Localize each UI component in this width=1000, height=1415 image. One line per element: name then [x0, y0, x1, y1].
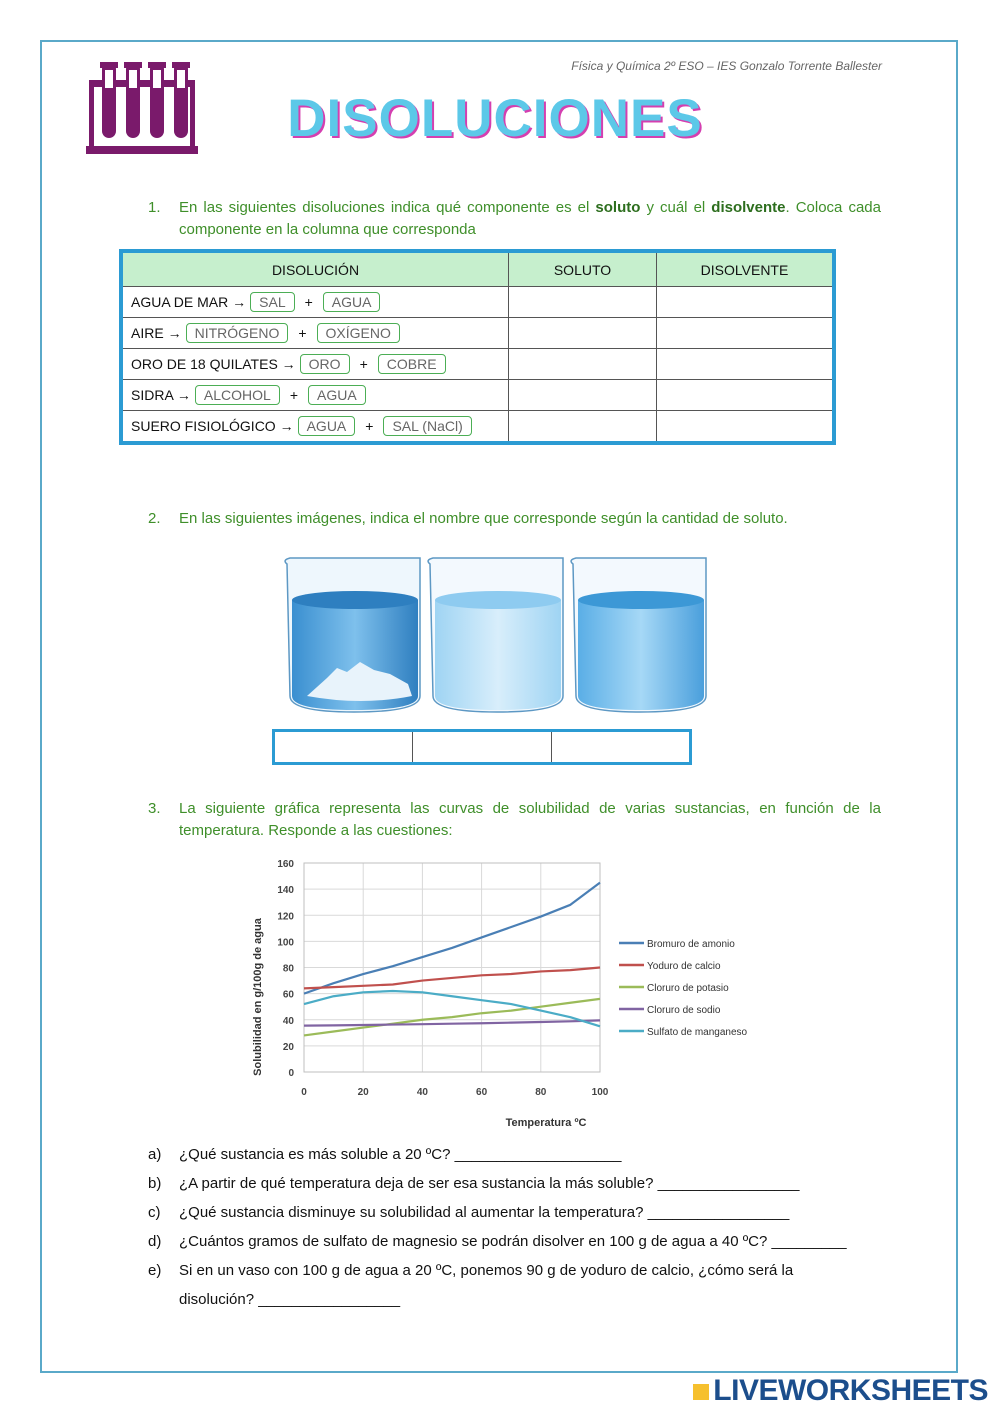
soluto-answer-cell[interactable]	[509, 318, 657, 349]
table-row	[121, 287, 834, 318]
answer-box[interactable]	[552, 732, 689, 762]
y-tick-label: 0	[288, 1068, 294, 1079]
column-header: DISOLVENTE	[657, 251, 835, 287]
draggable-chip[interactable]: ALCOHOL	[195, 385, 280, 405]
table-row	[121, 349, 834, 380]
beaker-medium-icon	[571, 558, 706, 712]
x-tick-label: 80	[535, 1087, 547, 1098]
legend-label: Cloruro de sodio	[647, 1005, 721, 1016]
beaker-with-solid-icon	[285, 558, 420, 712]
beaker-light-icon	[428, 558, 563, 712]
question-3	[148, 798, 883, 842]
disolvente-answer-cell[interactable]	[657, 411, 835, 444]
beaker-answer-boxes	[272, 729, 692, 765]
y-tick-label: 160	[277, 859, 294, 870]
y-tick-label: 120	[277, 911, 294, 923]
soluto-answer-cell[interactable]	[509, 287, 657, 318]
solution-cell: AIRE → NITRÓGENO + OXÍGENO	[121, 318, 509, 349]
column-header: DISOLUCIÓN	[121, 251, 509, 287]
y-tick-label: 40	[282, 1015, 294, 1027]
disolvente-answer-cell[interactable]	[657, 380, 835, 411]
soluto-answer-cell[interactable]	[509, 411, 657, 444]
beakers-illustration	[282, 556, 714, 716]
question-2	[148, 508, 883, 530]
draggable-chip[interactable]: AGUA	[298, 416, 356, 436]
disolvente-answer-cell[interactable]	[657, 318, 835, 349]
legend-label: Bromuro de amonio	[647, 939, 735, 950]
soluto-answer-cell[interactable]	[509, 349, 657, 380]
x-tick-label: 20	[357, 1087, 369, 1098]
question-number: 2.	[148, 510, 161, 527]
x-axis-label: Temperatura ºC	[505, 1117, 587, 1129]
draggable-chip[interactable]: NITRÓGENO	[186, 323, 289, 343]
table-row	[121, 411, 834, 444]
soluto-answer-cell[interactable]	[509, 380, 657, 411]
answer-box[interactable]	[275, 732, 413, 762]
solutions-table	[119, 249, 836, 445]
solution-cell: SIDRA → ALCOHOL + AGUA	[121, 380, 509, 411]
question-1	[148, 197, 883, 241]
question-number: 3.	[148, 800, 161, 817]
y-axis-label: Solubilidad en g/100g de agua	[252, 918, 264, 1076]
x-tick-label: 60	[476, 1087, 488, 1098]
draggable-chip[interactable]: AGUA	[308, 385, 366, 405]
answer-box[interactable]	[413, 732, 551, 762]
test-tubes-logo-icon	[86, 58, 198, 158]
x-tick-label: 0	[301, 1087, 307, 1098]
solution-cell: ORO DE 18 QUILATES → ORO + COBRE	[121, 349, 509, 380]
legend-label: Cloruro de potasio	[647, 983, 729, 994]
disolvente-answer-cell[interactable]	[657, 287, 835, 318]
table-row	[121, 380, 834, 411]
liveworksheets-icon	[693, 1384, 709, 1400]
legend-label: Yoduro de calcio	[647, 961, 721, 972]
y-tick-label: 60	[282, 989, 294, 1001]
x-tick-label: 100	[591, 1087, 609, 1098]
course-header: Física y Química 2º ESO – IES Gonzalo Torrente Ballester	[571, 59, 882, 73]
table-row	[121, 318, 834, 349]
x-tick-label: 40	[416, 1087, 428, 1098]
draggable-chip[interactable]: SAL	[250, 292, 294, 312]
y-tick-label: 140	[277, 885, 294, 897]
legend-label: Sulfato de manganeso	[647, 1027, 748, 1038]
solution-cell: SUERO FISIOLÓGICO → AGUA + SAL (NaCl)	[121, 411, 509, 444]
y-tick-label: 80	[282, 963, 294, 975]
disolvente-answer-cell[interactable]	[657, 349, 835, 380]
question-text: En las siguientes disoluciones indica qué componente es el soluto y cuál el disolvente. Coloca cada componente en la columna que corresponda	[179, 199, 881, 238]
column-header: SOLUTO	[509, 251, 657, 287]
question-text: La siguiente gráfica representa las curvas de solubilidad de varias sustancias, en función de la temperatura. Responde a las cuestiones:	[179, 800, 881, 839]
y-tick-label: 20	[282, 1041, 294, 1053]
y-tick-label: 100	[277, 937, 294, 949]
draggable-chip[interactable]: ORO	[300, 354, 350, 374]
draggable-chip[interactable]: AGUA	[323, 292, 381, 312]
draggable-chip[interactable]: OXÍGENO	[317, 323, 400, 343]
question-text: En las siguientes imágenes, indica el nombre que corresponde según la cantidad de soluto.	[179, 510, 788, 527]
page-title: DISOLUCIONES	[287, 89, 703, 148]
liveworksheets-logo: LIVEWORKSHEETS	[693, 1374, 988, 1408]
draggable-chip[interactable]: SAL (NaCl)	[383, 416, 471, 436]
question-number: 1.	[148, 199, 161, 216]
draggable-chip[interactable]: COBRE	[378, 354, 446, 374]
solubility-chart	[244, 851, 756, 1131]
solution-cell: AGUA DE MAR → SAL + AGUA	[121, 287, 509, 318]
table-header-row	[121, 251, 834, 287]
